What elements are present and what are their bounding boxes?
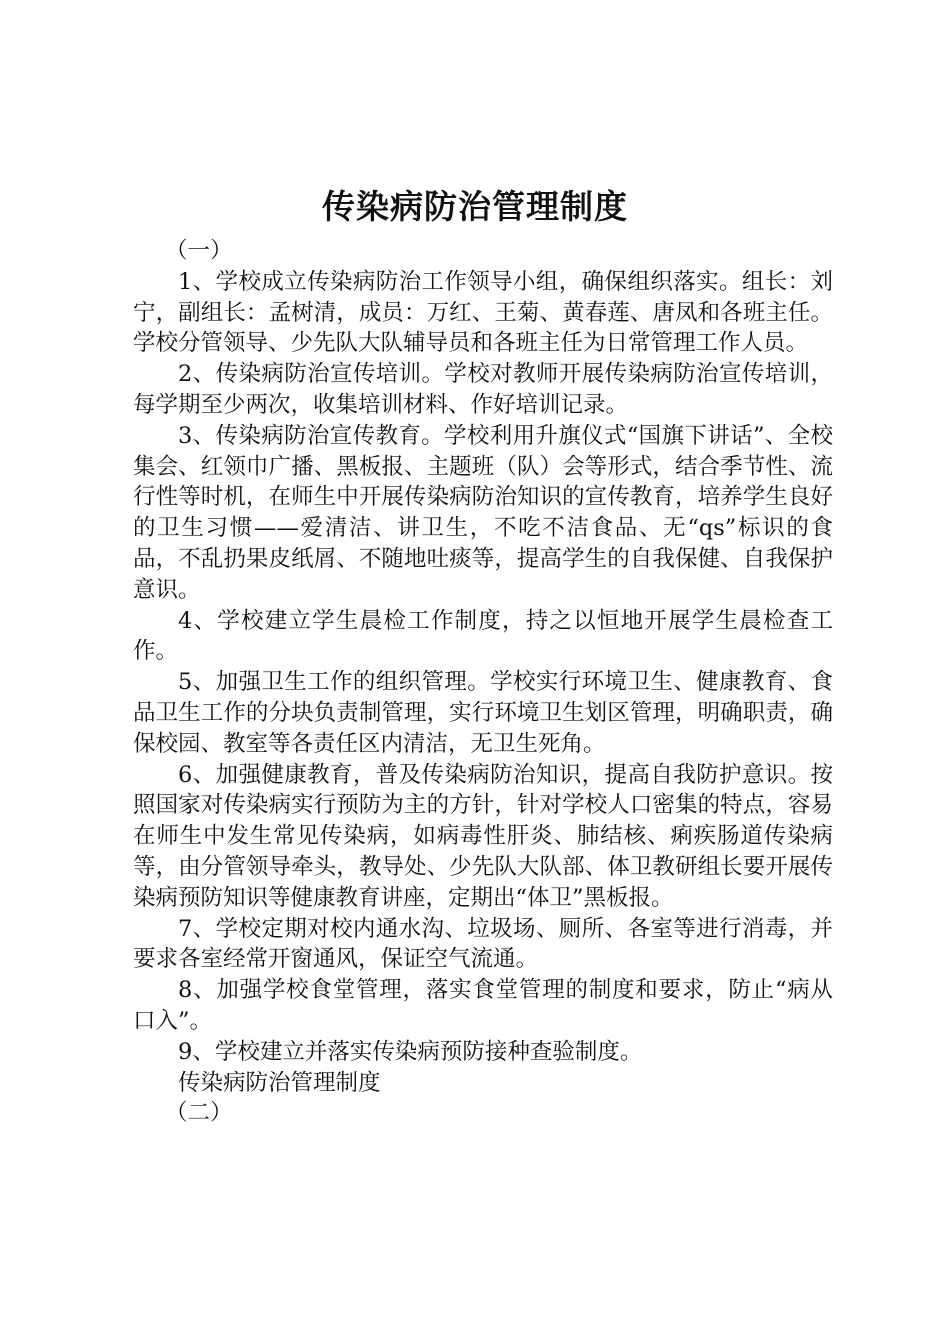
paragraph-2: 2、传染病防治宣传培训。学校对教师开展传染病防治宣传培训，每学期至少两次，收集培训材料、作好培训记录。 <box>133 361 833 418</box>
paragraph-6: 6、加强健康教育，普及传染病防治知识，提高自我防护意识。按照国家对传染病实行预防为主的方针，针对学校人口密集的特点，容易在师生中发生常见传染病，如病毒性肝炎、肺结核、痢疾肠道传染病等，由分管领导牵头，教导处、少先队大队部、体卫教研组长要开展传染病预防知识等健康教育讲座，定期出“体卫”黑板报。 <box>133 761 833 911</box>
paragraph-8: 8、加强学校食堂管理，落实食堂管理的制度和要求，防止“病从口入”。 <box>133 977 833 1034</box>
paragraph-3: 3、传染病防治宣传教育。学校利用升旗仪式“国旗下讲话”、全校集会、红领巾广播、黑板报、主题班（队）会等形式，结合季节性、流行性等时机，在师生中开展传染病防治知识的宣传教育，培养学生良好的卫生习惯——爱清洁、讲卫生，不吃不洁食品、无“qs”标识的食品，不乱扔果皮纸屑、不随地吐痰等，提高学生的自我保健、自我保护意识。 <box>133 422 833 603</box>
paragraph-4: 4、学校建立学生晨检工作制度，持之以恒地开展学生晨检查工作。 <box>133 607 833 665</box>
paragraph-1: 1、学校成立传染病防治工作领导小组，确保组织落实。组长：刘宁，副组长：孟树清，成员：万红、王菊、黄春莲、唐凤和各班主任。学校分管领导、少先队大队辅导员和各班主任为日常管理工作人员。 <box>133 268 833 357</box>
paragraph-5: 5、加强卫生工作的组织管理。学校实行环境卫生、健康教育、食品卫生工作的分块负责制管理，实行环境卫生划区管理，明确职责，确保校园、教室等各责任区内清洁，无卫生死角。 <box>133 669 833 757</box>
section-heading-2: （二） <box>165 1100 233 1127</box>
paragraph-9: 9、学校建立并落实传染病预防接种查验制度。 <box>178 1038 643 1065</box>
section-heading-1: （一） <box>165 238 233 264</box>
document-body <box>133 236 833 1129</box>
paragraph-7: 7、学校定期对校内通水沟、垃圾场、厕所、各室等进行消毒，并要求各室经常开窗通风，保证空气流通。 <box>133 915 833 973</box>
subtitle-repeat: 传染病防治管理制度 <box>178 1069 381 1096</box>
document-title: 传染病防治管理制度 <box>322 187 628 226</box>
